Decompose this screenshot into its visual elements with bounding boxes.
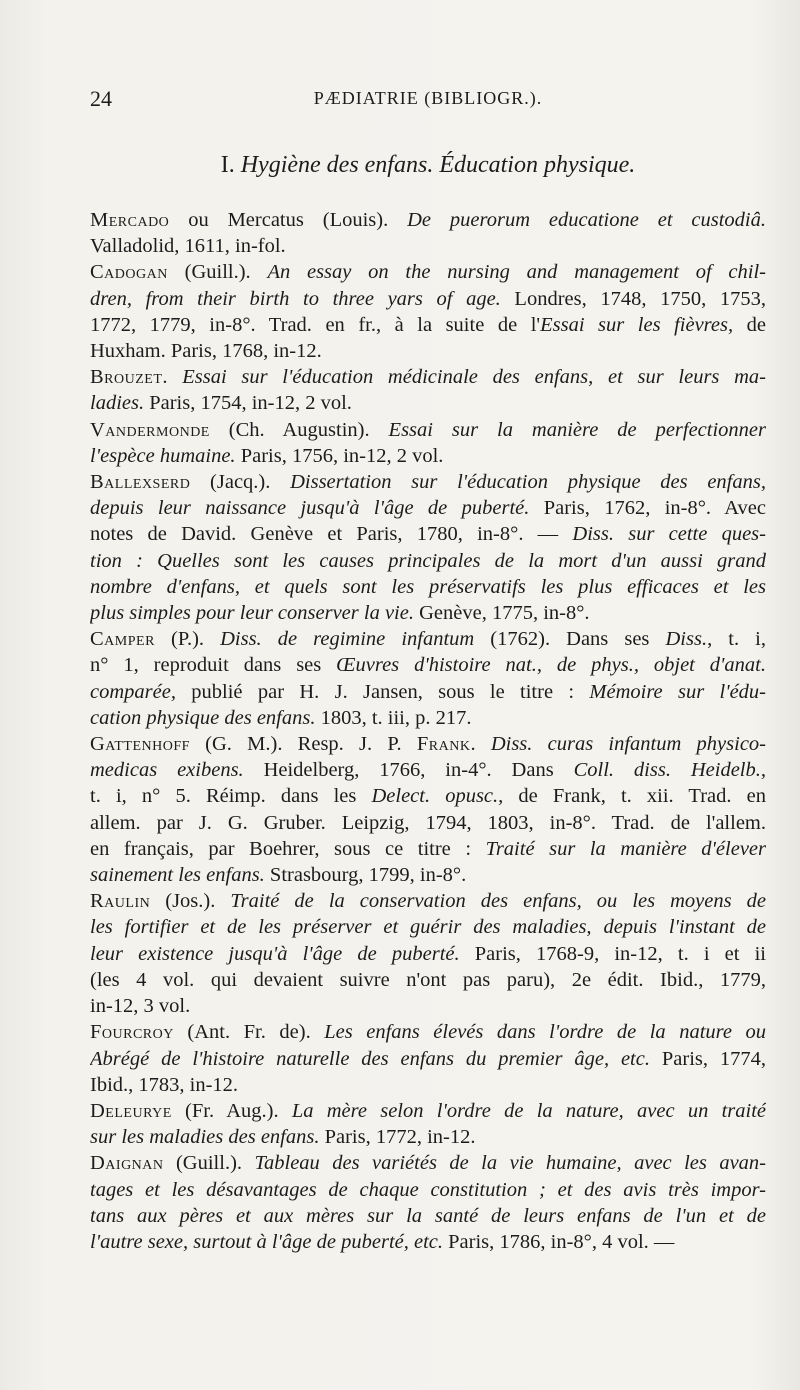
citation-text: (les 4 vol. qui devaient suivre n'ont pas paru), 2e édit. Ibid., 1779,	[90, 968, 766, 991]
citation-text: de	[733, 313, 766, 336]
author-name: Fourcroy	[90, 1021, 174, 1044]
entry-line	[90, 1098, 766, 1124]
bibliography-entry	[90, 626, 766, 731]
entry-line	[90, 1019, 766, 1045]
author-name: Raulin	[90, 890, 151, 913]
entry-line	[90, 652, 766, 678]
bibliography-entry	[90, 207, 766, 259]
entry-line	[90, 1177, 766, 1203]
entry-line	[90, 1072, 766, 1098]
section-title	[90, 152, 766, 179]
citation-text: n° 1, reproduit dans ses	[90, 654, 337, 677]
citation-text: ou Mercatus (Louis).	[169, 209, 408, 231]
title-text: Traité sur la manière d'élever	[485, 837, 766, 860]
citation-text: en français, par Boehrer, sous ce titre :	[90, 837, 486, 860]
title-text: Abrégé de l'histoire naturelle des enfans du premier âge, etc.	[90, 1047, 650, 1070]
title-text: l'espèce humaine.	[90, 444, 236, 467]
title-text: Coll. diss. Heidelb.,	[573, 759, 766, 782]
entry-line	[90, 364, 766, 390]
author-name: Frank	[416, 733, 471, 756]
author-name: Cadogan	[90, 261, 168, 284]
entry-line	[90, 993, 766, 1019]
author-name: Vandermonde	[90, 418, 210, 441]
entry-line	[90, 390, 766, 416]
citation-text: , t. i,	[707, 628, 766, 651]
bibliography-list	[90, 207, 766, 1255]
title-text: An essay on the nursing and management of chil-	[267, 261, 766, 284]
title-text: dren, from their birth to three yars of age.	[90, 287, 501, 310]
title-text: les fortifier et de les préserver et guérir des maladies, depuis l'instant de	[90, 916, 766, 939]
title-text: Essai sur les fièvres,	[540, 313, 734, 336]
title-text: depuis leur naissance jusqu'à l'âge de puberté.	[90, 497, 530, 520]
page-header	[90, 86, 766, 116]
title-text: plus simples pour leur conserver la vie.	[90, 602, 414, 625]
title-text: Dissertation sur l'éducation physique des enfans,	[290, 471, 766, 494]
title-text: Diss. de regimine infantum	[220, 628, 475, 651]
entry-line	[90, 862, 766, 888]
author-name: Mercado	[90, 209, 170, 231]
bibliography-entry	[90, 1150, 766, 1255]
citation-text: (Jos.).	[150, 890, 231, 913]
citation-text: Paris, 1774,	[649, 1047, 766, 1070]
citation-text: Paris, 1754, in-12, 2 vol.	[144, 392, 352, 415]
entry-line	[90, 783, 766, 809]
entry-line	[90, 810, 766, 836]
citation-text: Strasbourg, 1799, in-8°.	[264, 864, 467, 887]
citation-text: (Guill.).	[167, 261, 268, 284]
entry-line	[90, 731, 766, 757]
entry-line	[90, 495, 766, 521]
entry-line	[90, 443, 766, 469]
entry-line	[90, 705, 766, 731]
citation-text: (P.).	[154, 628, 221, 651]
citation-text: (Ch. Augustin).	[209, 418, 389, 441]
citation-text: Genève, 1775, in-8°.	[413, 602, 590, 625]
entry-line	[90, 207, 766, 233]
citation-text: Paris, 1772, in-12.	[319, 1126, 476, 1149]
author-name: Camper	[90, 628, 155, 651]
citation-text: in-12, 3 vol.	[90, 995, 191, 1018]
entry-line	[90, 967, 766, 993]
entry-line	[90, 574, 766, 600]
entry-line	[90, 1203, 766, 1229]
citation-text: (Guill.).	[163, 1152, 255, 1175]
entry-line	[90, 233, 766, 259]
citation-text: Ibid., 1783, in-12.	[90, 1073, 239, 1096]
title-text: Diss.	[665, 628, 708, 651]
bibliography-entry	[90, 364, 766, 416]
entry-line	[90, 1150, 766, 1176]
entry-line	[90, 888, 766, 914]
author-name: Ballexserd	[90, 471, 191, 494]
title-text: comparée,	[90, 680, 176, 703]
title-text: leur existence jusqu'à l'âge de puberté.	[90, 942, 460, 965]
section-number: I.	[220, 152, 235, 178]
citation-text: Valladolid, 1611, in-fol.	[90, 235, 286, 258]
citation-text: Heidelberg, 1766, in-4°. Dans	[243, 759, 574, 782]
author-name: Brouzet	[90, 366, 163, 389]
bibliography-entry	[90, 731, 766, 888]
entry-line	[90, 757, 766, 783]
section-title-text: Hygiène des enfans. Éducation physique.	[240, 152, 636, 178]
title-text: sur les maladies des enfans.	[90, 1126, 320, 1149]
page-number: 24	[90, 86, 112, 111]
title-text: Diss. sur cette ques-	[572, 523, 766, 546]
author-name: Daignan	[90, 1152, 164, 1175]
citation-text: 1772, 1779, in-8°. Trad. en fr., à la suite de l'	[90, 313, 541, 336]
title-text: Œuvres d'histoire nat., de phys., objet d'anat.	[336, 654, 766, 677]
bibliography-entry	[90, 259, 766, 364]
citation-text: allem. par J. G. Gruber. Leipzig, 1794, 1803, in-8°. Trad. de l'allem.	[90, 811, 766, 834]
title-text: La mère selon l'ordre de la nature, avec un traité	[291, 1099, 766, 1122]
title-text: De puerorum educatione et custodiâ.	[407, 209, 766, 231]
entry-line	[90, 679, 766, 705]
citation-text: publié par H. J. Jansen, sous le titre :	[175, 680, 590, 703]
bibliography-entry	[90, 1019, 766, 1098]
title-text: ladies.	[90, 392, 145, 415]
entry-line	[90, 836, 766, 862]
citation-text: notes de David. Genève et Paris, 1780, in-8°. —	[90, 523, 573, 546]
citation-text: Londres, 1748, 1750, 1753,	[500, 287, 766, 310]
entry-line	[90, 286, 766, 312]
entry-line	[90, 548, 766, 574]
title-text: sainement les enfans.	[90, 864, 265, 887]
title-text: Tableau des variétés de la vie humaine, avec les avan-	[254, 1152, 766, 1175]
title-text: Diss. curas infantum physico-	[490, 733, 766, 756]
citation-text: de Frank, t. xii. Trad. en	[503, 785, 766, 808]
citation-text: (1762). Dans ses	[474, 628, 666, 651]
title-text: medicas exibens.	[90, 759, 244, 782]
entry-line	[90, 521, 766, 547]
citation-text: .	[470, 733, 491, 756]
title-text: tion : Quelles sont les causes principales de la mort d'un aussi grand	[90, 549, 766, 572]
title-text: Essai sur l'éducation médicinale des enfans, et sur leurs ma-	[182, 366, 766, 389]
citation-text: Huxham. Paris, 1768, in-12.	[90, 340, 322, 363]
bibliography-entry	[90, 888, 766, 1019]
entry-line	[90, 469, 766, 495]
entry-line	[90, 600, 766, 626]
title-text: l'autre sexe, surtout à l'âge de puberté, etc.	[90, 1230, 444, 1253]
entry-line	[90, 941, 766, 967]
citation-text: (Fr. Aug.).	[171, 1099, 292, 1122]
bibliography-entry	[90, 417, 766, 469]
entry-line	[90, 417, 766, 443]
entry-line	[90, 1124, 766, 1150]
entry-line	[90, 1046, 766, 1072]
entry-line	[90, 338, 766, 364]
title-text: tages et les désavantages de chaque constitution ; et des avis très impor-	[90, 1178, 766, 1201]
citation-text: (G. M.). Resp. J. P.	[189, 733, 417, 756]
entry-line	[90, 312, 766, 338]
entry-line	[90, 259, 766, 285]
citation-text: t. i, n° 5. Réimp. dans les	[90, 785, 372, 808]
running-head: PÆDIATRIE (BIBLIOGR.).	[313, 88, 543, 108]
entry-line	[90, 914, 766, 940]
title-text: Essai sur la manière de perfectionner	[388, 418, 766, 441]
bibliography-entry	[90, 469, 766, 626]
citation-text: Paris, 1756, in-12, 2 vol.	[235, 444, 444, 467]
entry-line	[90, 626, 766, 652]
title-text: Traité de la conservation des enfans, ou les moyens de	[230, 890, 766, 913]
title-text: Les enfans élevés dans l'ordre de la nature ou	[324, 1021, 766, 1044]
entry-line	[90, 1229, 766, 1255]
author-name: Gattenhoff	[90, 733, 190, 756]
title-text: cation physique des enfans.	[90, 706, 316, 729]
title-text: nombre d'enfans, et quels sont les préservatifs les plus efficaces et les	[90, 575, 766, 598]
bibliography-entry	[90, 1098, 766, 1150]
title-text: Delect. opusc.,	[371, 785, 504, 808]
author-name: Deleurye	[90, 1099, 172, 1122]
citation-text: 1803, t. iii, p. 217.	[315, 706, 472, 729]
citation-text: Paris, 1768-9, in-12, t. i et ii	[459, 942, 766, 965]
title-text: Mémoire sur l'édu-	[589, 680, 766, 703]
title-text: tans aux pères et aux mères sur la santé de leurs enfans de l'un et de	[90, 1204, 766, 1227]
citation-text: (Ant. Fr. de).	[173, 1021, 325, 1044]
citation-text: .	[162, 366, 183, 389]
citation-text: Paris, 1762, in-8°. Avec	[529, 497, 766, 520]
citation-text: (Jacq.).	[190, 471, 291, 494]
citation-text: Paris, 1786, in-8°, 4 vol. —	[443, 1230, 675, 1253]
